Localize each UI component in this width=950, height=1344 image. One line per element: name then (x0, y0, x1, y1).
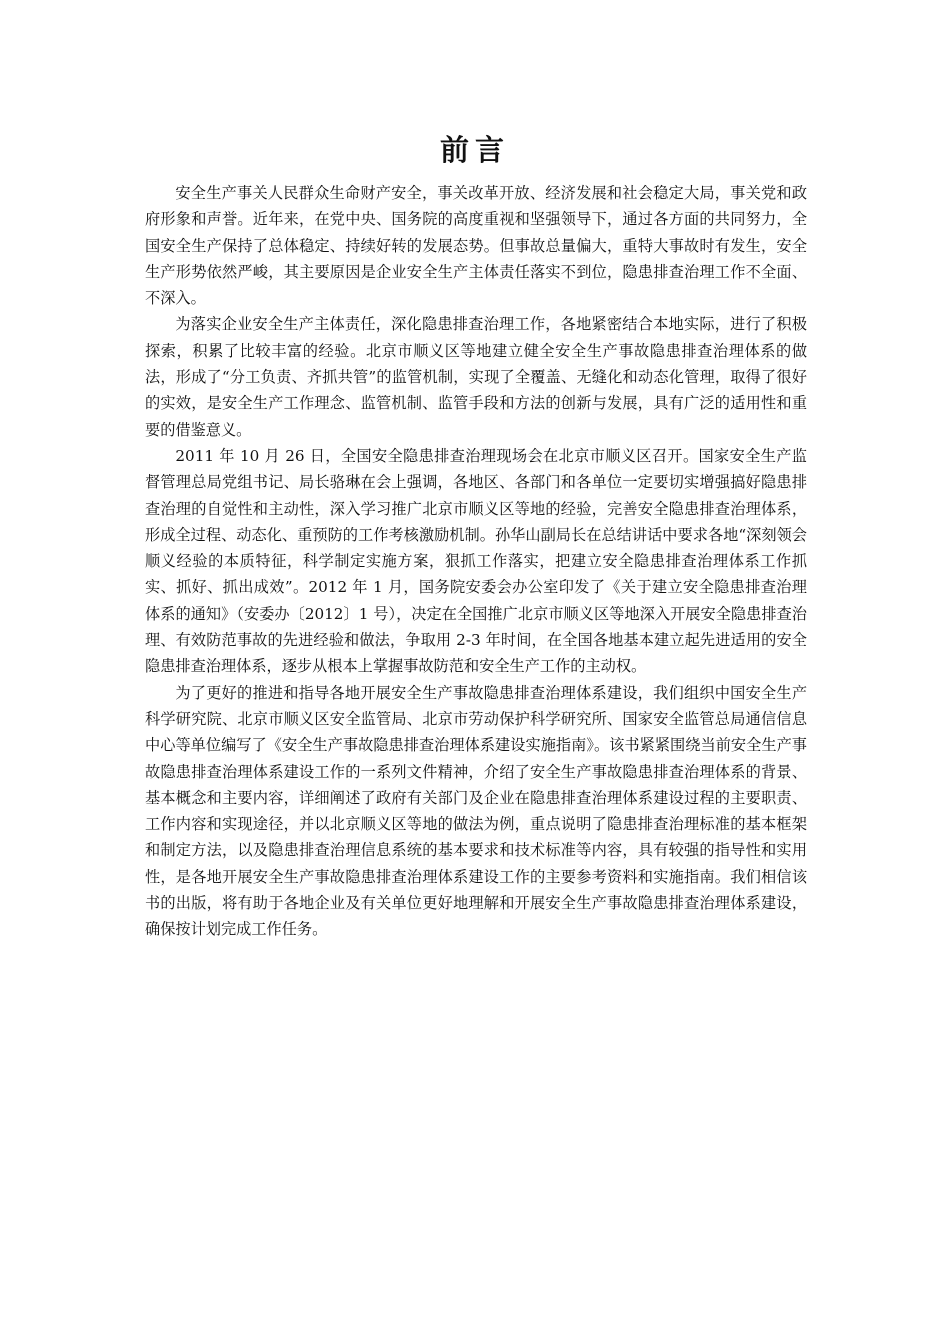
paragraph-2: 为落实企业安全生产主体责任，深化隐患排查治理工作，各地紧密结合本地实际，进行了积极探索，积累了比较丰富的经验。北京市顺义区等地建立健全安全生产事故隐患排查治理体系的做法，形成了“分工负责、齐抓共管”的监管机制，实现了全覆盖、无缝化和动态化管理，取得了很好的实效，是安全生产工作理念、监管机制、监管手段和方法的创新与发展，具有广泛的适用性和重要的借鉴意义。 (145, 315, 807, 439)
paragraph-3: 2011 年 10 月 26 日，全国安全隐患排查治理现场会在北京市顺义区召开。国家安全生产监督管理总局党组书记、局长骆琳在会上强调，各地区、各部门和各单位一定要切实增强搞好隐患排查治理的自觉性和主动性，深入学习推广北京市顺义区等地的经验，完善安全隐患排查治理体系，形成全过程、动态化、重预防的工作考核激励机制。孙华山副局长在总结讲话中要求各地“深刻领会顺义经验的本质特征，科学制定实施方案，狠抓工作落实，把建立安全隐患排查治理体系工作抓实、抓好、抓出成效”。2012 年 1 月，国务院安委会办公室印发了《关于建立安全隐患排查治理体系的通知》（安委办〔2012〕1 号），决定在全国推广北京市顺义区等地深入开展安全隐患排查治理、有效防范事故的先进经验和做法，争取用 2-3 年时间，在全国各地基本建立起先进适用的安全隐患排查治理体系，逐步从根本上掌握事故防范和安全生产工作的主动权。 (145, 446, 807, 676)
page-title: 前言 (439, 133, 510, 167)
paragraph-1: 安全生产事关人民群众生命财产安全，事关改革开放、经济发展和社会稳定大局，事关党和政府形象和声誉。近年来，在党中央、国务院的高度重视和坚强领导下，通过各方面的共同努力，全国安全生产保持了总体稳定、持续好转的发展态势。但事故总量偏大，重特大事故时有发生，安全生产形势依然严峻，其主要原因是企业安全生产主体责任落实不到位，隐患排查治理工作不全面、不深入。 (145, 184, 807, 308)
paragraph-4: 为了更好的推进和指导各地开展安全生产事故隐患排查治理体系建设，我们组织中国安全生产科学研究院、北京市顺义区安全监管局、北京市劳动保护科学研究所、国家安全监管总局通信信息中心等单位编写了《安全生产事故隐患排查治理体系建设实施指南》。该书紧紧围绕当前安全生产事故隐患排查治理体系建设工作的一系列文件精神，介绍了安全生产事故隐患排查治理体系的背景、基本概念和主要内容，详细阐述了政府有关部门及企业在隐患排查治理体系建设过程的主要职责、工作内容和实现途径，并以北京顺义区等地的做法为例，重点说明了隐患排查治理标准的基本框架和制定方法，以及隐患排查治理信息系统的基本要求和技术标准等内容，具有较强的指导性和实用性，是各地开展安全生产事故隐患排查治理体系建设工作的主要参考资料和实施指南。我们相信该书的出版，将有助于各地企业及有关单位更好地理解和开展安全生产事故隐患排查治理体系建设，确保按计划完成工作任务。 (145, 683, 807, 939)
document-body (145, 180, 807, 943)
